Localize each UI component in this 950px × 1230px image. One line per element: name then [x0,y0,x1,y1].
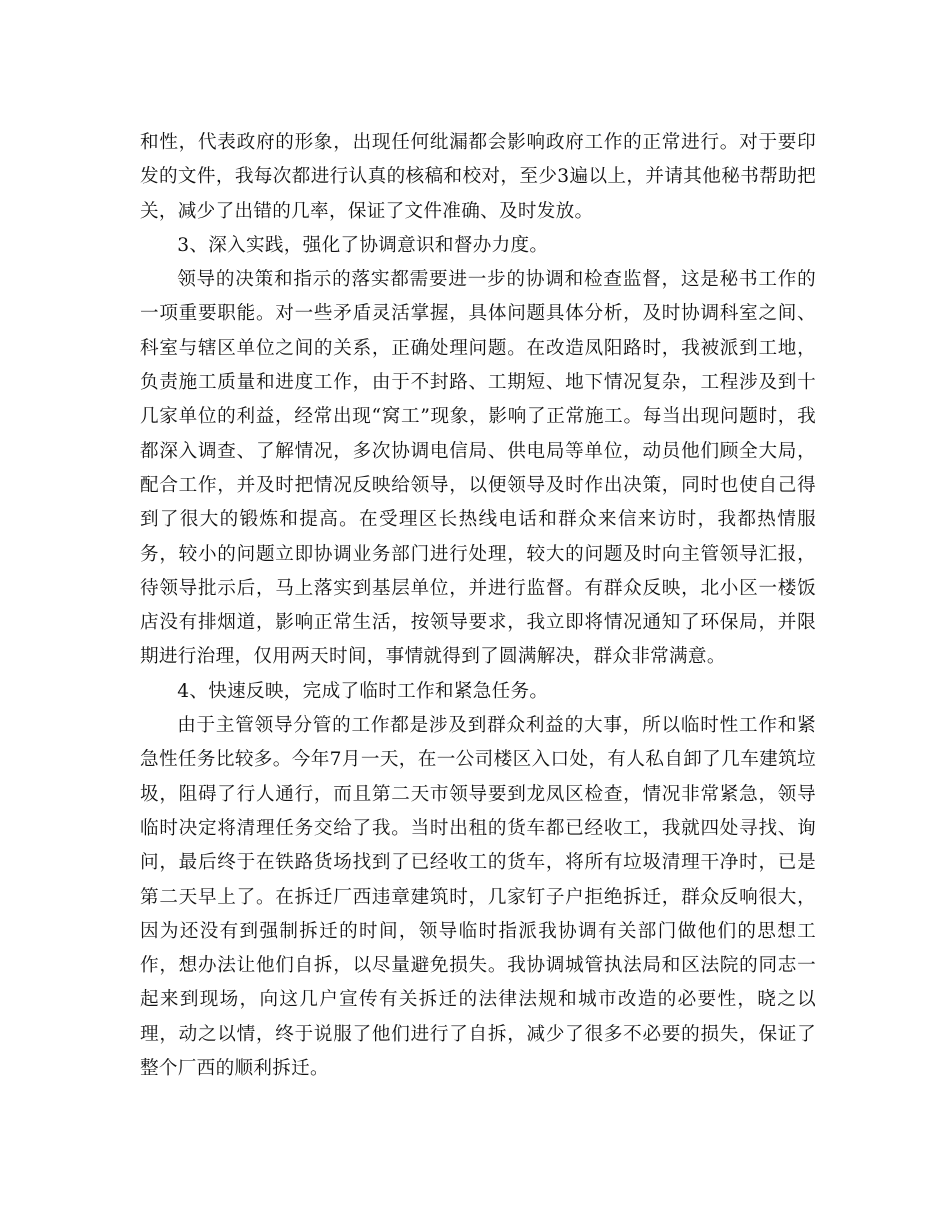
section-heading-3: 3、深入实践，强化了协调意识和督办力度。 [177,234,549,256]
document-body [140,126,816,1086]
paragraph-urgent-tasks: 由于主管领导分管的工作都是涉及到群众利益的大事，所以临时性工作和紧急性任务比较多。今年7月一天，在一公司楼区入口处，有人私自卸了几车建筑垃圾，阻碍了行人通行，而且第二天市领导要到龙凤区检查，情况非常紧急，领导临时决定将清理任务交给了我。当时出租的货车都已经收工，我就四处寻找、询问，最后终于在铁路货场找到了已经收工的货车，将所有垃圾清理干净时，已是第二天早上了。在拆迁厂西违章建筑时，几家钉子户拒绝拆迁，群众反响很大，因为还没有到强制拆迁的时间，领导临时指派我协调有关部门做他们的思想工作，想办法让他们自拆，以尽量避免损失。我协调城管执法局和区法院的同志一起来到现场，向这几户宣传有关拆迁的法律法规和城市改造的必要性，晓之以理，动之以情，终于说服了他们进行了自拆，减少了很多不必要的损失，保证了整个厂西的顺利拆迁。 [140,715,816,1080]
section-heading-4: 4、快速反映，完成了临时工作和紧急任务。 [177,680,549,702]
paragraph-continuation: 和性，代表政府的形象，出现任何纰漏都会影响政府工作的正常进行。对于要印发的文件，我每次都进行认真的核稿和校对，至少3遍以上，并请其他秘书帮助把关，减少了出错的几率，保证了文件准确、及时发放。 [140,132,816,222]
paragraph-coordination: 领导的决策和指示的落实都需要进一步的协调和检查监督，这是秘书工作的一项重要职能。对一些矛盾灵活掌握，具体问题具体分析，及时协调科室之间、科室与辖区单位之间的关系，正确处理问题。在改造凤阳路时，我被派到工地，负责施工质量和进度工作，由于不封路、工期短、地下情况复杂，工程涉及到十几家单位的利益，经常出现“窝工”现象，影响了正常施工。每当出现问题时，我都深入调查、了解情况，多次协调电信局、供电局等单位，动员他们顾全大局，配合工作，并及时把情况反映给领导，以便领导及时作出决策，同时也使自己得到了很大的锻炼和提高。在受理区长热线电话和群众来信来访时，我都热情服务，较小的问题立即协调业务部门进行处理，较大的问题及时向主管领导汇报，待领导批示后，马上落实到基层单位，并进行监督。有群众反映，北小区一楼饭店没有排烟道，影响正常生活，按领导要求，我立即将情况通知了环保局，并限期进行治理，仅用两天时间，事情就得到了圆满解决，群众非常满意。 [140,269,816,668]
